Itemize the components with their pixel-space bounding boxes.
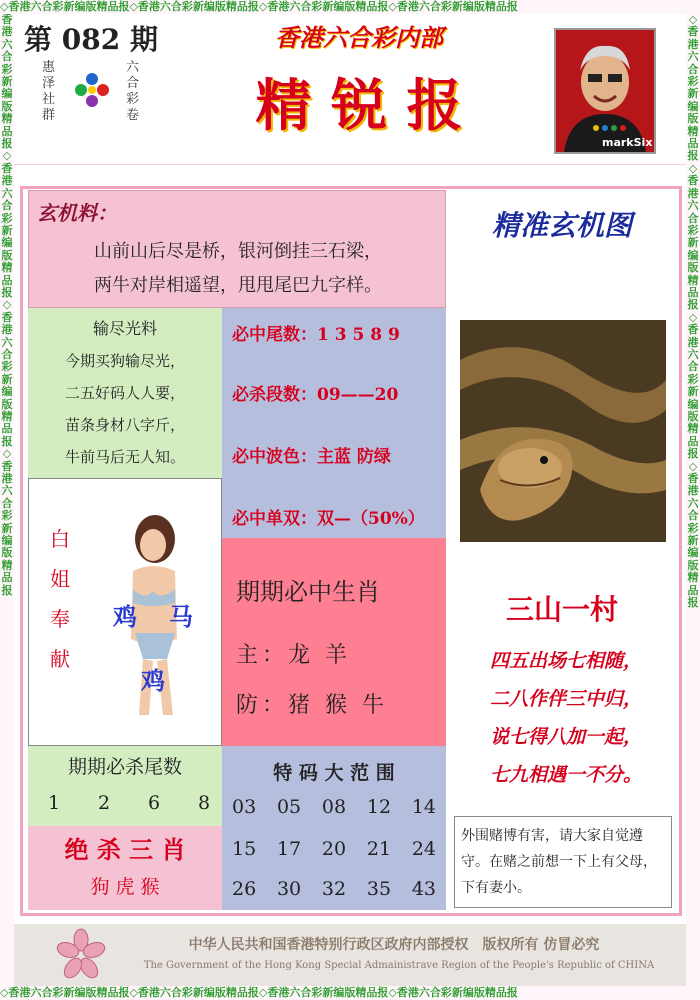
side-char-4: 献 bbox=[50, 647, 70, 671]
side-char-3: 奉 bbox=[50, 607, 70, 631]
bottom-banner-strip: ◇香港六合彩新编版精品报◇香港六合彩新编版精品报◇香港六合彩新编版精品报◇香港六合彩新编版精品报 bbox=[0, 986, 700, 1000]
zodiac-guard: 防：猪 猴 牛 bbox=[236, 693, 388, 718]
section-divider bbox=[14, 164, 686, 190]
footer-line-1: 中华人民共和国香港特别行政区政府内部授权 版权所有 仿冒必究 bbox=[188, 937, 600, 953]
special-number: 35 bbox=[366, 878, 392, 900]
poem-title: 输尽光料 bbox=[92, 319, 157, 338]
girl-zodiac-1: 鸡 bbox=[113, 602, 137, 631]
girl-panel bbox=[28, 478, 222, 746]
special-number: 15 bbox=[232, 838, 257, 860]
riddle-line-1: 山前山后尽是桥，银河倒挂三石梁， bbox=[94, 241, 382, 262]
special-number: 03 bbox=[232, 796, 257, 818]
girl-zodiac-3: 鸡 bbox=[141, 666, 165, 695]
girl-side-text bbox=[45, 519, 75, 679]
kill-tail-title: 期期必杀尾数 bbox=[67, 756, 182, 778]
left-banner-column: 香港六合彩新编版精品报◇香港六合彩新编版精品报◇香港六合彩新编版精品报◇香港六合彩新编版精品报 bbox=[0, 14, 14, 986]
zodiac-title: 期期必中生肖 bbox=[236, 578, 380, 606]
pick-segment: 必杀段数：09——20 bbox=[232, 385, 399, 405]
kill-zodiac-items: 狗 虎 猴 bbox=[90, 876, 160, 898]
right-panel bbox=[446, 190, 686, 910]
zodiac-panel bbox=[222, 538, 446, 746]
logo-left-text: 惠泽社群 bbox=[42, 60, 56, 123]
header bbox=[14, 14, 686, 164]
footer bbox=[14, 924, 686, 986]
special-panel bbox=[222, 746, 446, 910]
special-number: 17 bbox=[276, 838, 302, 860]
kill-tail-digit-2: 2 bbox=[98, 792, 111, 814]
riddle-line-2: 两牛对岸相遥望，甩甩尾巴九字样。 bbox=[94, 275, 382, 296]
header-subtitle: 香港六合彩内部 bbox=[275, 22, 443, 52]
special-number: 32 bbox=[321, 878, 347, 900]
riddle-label: 玄机料： bbox=[37, 201, 117, 225]
footer-line-2: The Government of the Hong Kong Special Admainistrave Region of the People's Republic of CHINA bbox=[143, 960, 655, 971]
girl-zodiac-2: 马 bbox=[169, 602, 193, 631]
kill-tail-panel bbox=[28, 746, 222, 826]
poem-line-3: 苗条身材八字斤， bbox=[64, 416, 185, 434]
special-number: 30 bbox=[276, 878, 302, 900]
poem-right-line-1: 四五出场七相随， bbox=[489, 650, 642, 672]
portrait-photo bbox=[554, 28, 656, 154]
kill-zodiac-title: 绝 杀 三 肖 bbox=[64, 835, 186, 864]
poem-line-4: 牛前马后无人知。 bbox=[64, 448, 185, 466]
right-banner-column: ◇香港六合彩新编版精品报◇香港六合彩新编版精品报◇香港六合彩新编版精品报◇香港六合彩新编版精品报 bbox=[686, 14, 700, 986]
side-char-1: 白 bbox=[50, 527, 70, 551]
kill-zodiac-panel bbox=[28, 826, 222, 910]
poem-panel bbox=[28, 308, 222, 478]
kill-tail-digit-4: 8 bbox=[198, 792, 211, 814]
special-title: 特 码 大 范 围 bbox=[273, 762, 395, 784]
pick-parity: 必中单双：双—（50%） bbox=[232, 509, 425, 529]
kill-tail-digit-1: 1 bbox=[48, 792, 61, 814]
pick-color: 必中波色：主蓝 防绿 bbox=[232, 447, 391, 467]
pick-tail: 必中尾数：1 3 5 8 9 bbox=[232, 325, 400, 345]
poem-right-title: 三山一村 bbox=[505, 593, 618, 626]
riddle-panel bbox=[28, 190, 446, 308]
photo-caption: markSix bbox=[602, 136, 653, 149]
special-number: 14 bbox=[411, 796, 436, 818]
special-row-2 bbox=[232, 838, 436, 860]
poem-line-1: 今期买狗输尽光， bbox=[64, 352, 185, 370]
special-row-1 bbox=[232, 796, 436, 818]
special-number: 43 bbox=[411, 878, 436, 900]
special-number: 26 bbox=[232, 878, 257, 900]
special-row-3 bbox=[232, 878, 436, 900]
top-banner-strip: ◇香港六合彩新编版精品报◇香港六合彩新编版精品报◇香港六合彩新编版精品报◇香港六合彩新编版精品报 bbox=[0, 0, 700, 14]
poem-right-line-2: 二八作伴三中归， bbox=[489, 688, 642, 710]
right-title: 精准玄机图 bbox=[491, 209, 632, 242]
zodiac-main: 主：龙 羊 bbox=[236, 643, 351, 668]
poem-right-line-4: 七九相遇一不分。 bbox=[489, 764, 642, 786]
poem-right-line-3: 说七得八加一起， bbox=[489, 726, 642, 748]
side-char-2: 姐 bbox=[50, 567, 70, 591]
snake-image bbox=[460, 320, 666, 542]
lotus-logo-icon bbox=[72, 70, 112, 110]
special-number: 21 bbox=[366, 838, 392, 860]
special-number: 24 bbox=[411, 838, 436, 860]
picks-panel bbox=[222, 308, 446, 538]
special-number: 12 bbox=[366, 796, 392, 818]
kill-tail-digit-3: 6 bbox=[148, 792, 161, 814]
poem-line-2: 二五好码人人要， bbox=[64, 384, 185, 402]
logo-right-text: 六合彩卷 bbox=[126, 60, 140, 123]
bauhinia-emblem-icon bbox=[54, 928, 108, 982]
header-title: 精 锐 报 bbox=[255, 73, 463, 139]
special-number: 05 bbox=[276, 796, 302, 818]
issue-number: 第 082 期 bbox=[24, 23, 158, 56]
special-number: 08 bbox=[321, 796, 347, 818]
special-number: 20 bbox=[321, 838, 347, 860]
warning-box: 外围赌博有害，请大家自觉遵守。在赌之前想一下上有父母，下有妻小。 bbox=[454, 816, 672, 908]
